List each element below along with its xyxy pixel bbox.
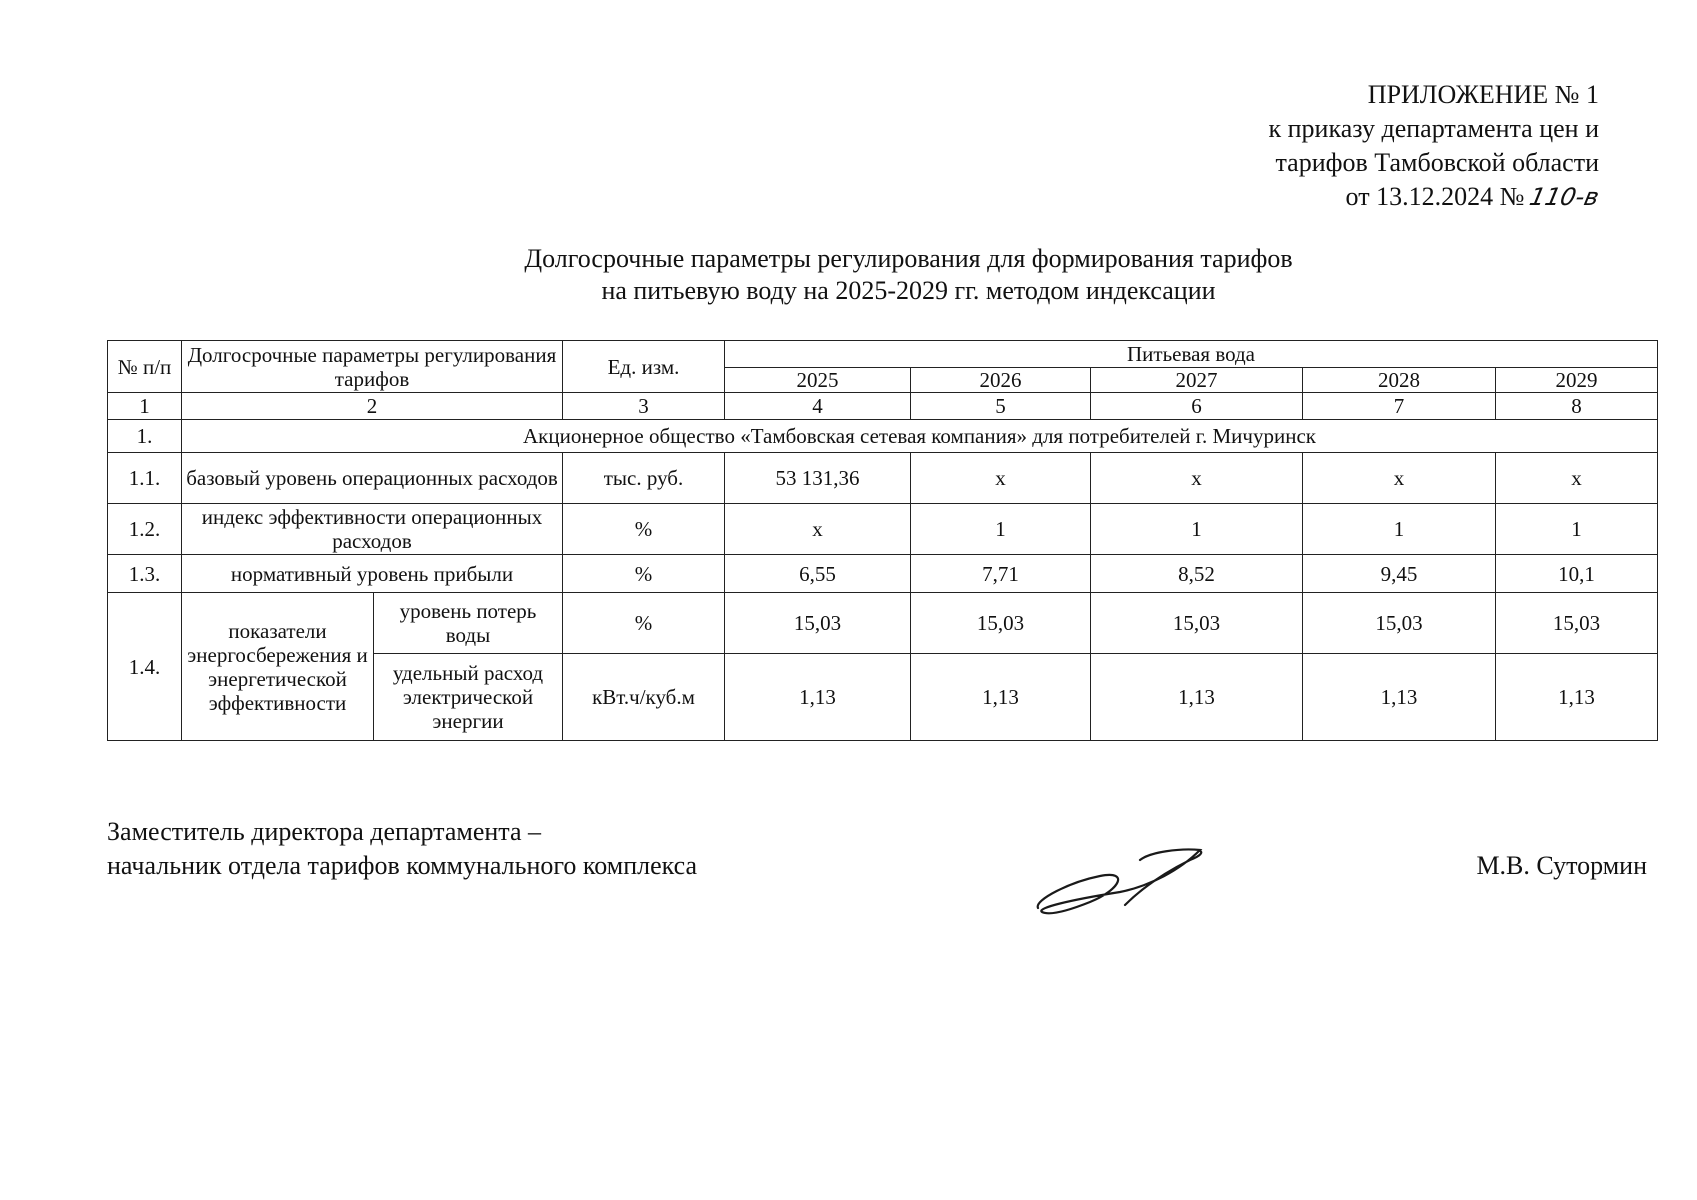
row-value: х	[1496, 453, 1658, 504]
header-param: Долгосрочные параметры регулирования тарифов	[182, 341, 563, 393]
column-index: 5	[911, 393, 1091, 420]
row-value: 15,03	[911, 593, 1091, 654]
appendix-line-4	[1269, 180, 1602, 214]
position-line-1: Заместитель директора департамента –	[107, 817, 542, 846]
row-value: 15,03	[1091, 593, 1303, 654]
title-line-1: Долгосрочные параметры регулирования для формирования тарифов	[524, 244, 1293, 273]
row-value: 15,03	[1303, 593, 1496, 654]
signatory-position	[107, 815, 697, 883]
parameters-table	[107, 340, 1658, 741]
table-row	[108, 504, 1658, 555]
table-row	[108, 593, 1658, 654]
row-value: 8,52	[1091, 555, 1303, 593]
appendix-line-3: тарифов Тамбовской области	[1275, 148, 1599, 177]
table-row	[108, 453, 1658, 504]
row-unit: %	[563, 593, 725, 654]
column-index: 7	[1303, 393, 1496, 420]
organization-row	[108, 420, 1658, 453]
row-value: 10,1	[1496, 555, 1658, 593]
column-index: 2	[182, 393, 563, 420]
row-num: 1.1.	[108, 453, 182, 504]
row-param: нормативный уровень прибыли	[182, 555, 563, 593]
row-num: 1.2.	[108, 504, 182, 555]
row-param: удельный расход электрической энергии	[374, 654, 563, 741]
column-index: 6	[1091, 393, 1303, 420]
row-unit: тыс. руб.	[563, 453, 725, 504]
row-value: 1,13	[1303, 654, 1496, 741]
header-year: 2026	[911, 368, 1091, 393]
row-num: 1.3.	[108, 555, 182, 593]
row-param: уровень потерь воды	[374, 593, 563, 654]
row-value: 1	[1303, 504, 1496, 555]
appendix-title: ПРИЛОЖЕНИЕ № 1	[1367, 80, 1599, 109]
row-unit: %	[563, 555, 725, 593]
column-index: 3	[563, 393, 725, 420]
energy-group-label: показатели энергосбережения и энергетической эффективности	[182, 593, 374, 741]
header-year: 2025	[725, 368, 911, 393]
header-year: 2028	[1303, 368, 1496, 393]
column-index: 1	[108, 393, 182, 420]
row-value: 53 131,36	[725, 453, 911, 504]
table-row	[108, 555, 1658, 593]
row-value: 1,13	[1496, 654, 1658, 741]
row-value: 1,13	[725, 654, 911, 741]
row-value: 9,45	[1303, 555, 1496, 593]
row-value: 6,55	[725, 555, 911, 593]
position-line-2: начальник отдела тарифов коммунального комплекса	[107, 851, 698, 880]
appendix-line-2: к приказу департамента цен и	[1268, 114, 1599, 143]
row-value: 1	[1496, 504, 1658, 555]
header-group: Питьевая вода	[725, 341, 1658, 368]
header-year: 2027	[1091, 368, 1303, 393]
order-number: 110-в	[1527, 183, 1602, 211]
document-title	[0, 243, 1697, 307]
appendix-header	[1268, 78, 1602, 214]
organization-name: Акционерное общество «Тамбовская сетевая компания» для потребителей г. Мичуринск	[182, 420, 1658, 453]
column-index: 4	[725, 393, 911, 420]
row-value: 7,71	[911, 555, 1091, 593]
row-value: х	[725, 504, 911, 555]
row-value: х	[911, 453, 1091, 504]
row-param: индекс эффективности операционных расходов	[182, 504, 563, 555]
header-row	[108, 341, 1658, 368]
row-value: х	[1091, 453, 1303, 504]
row-unit: %	[563, 504, 725, 555]
header-unit: Ед. изм.	[563, 341, 725, 393]
order-date: от 13.12.2024 №	[1345, 182, 1525, 211]
row-value: х	[1303, 453, 1496, 504]
column-index-row	[108, 393, 1658, 420]
header-year: 2029	[1496, 368, 1658, 393]
column-index: 8	[1496, 393, 1658, 420]
row-value: 1	[1091, 504, 1303, 555]
row-param: базовый уровень операционных расходов	[182, 453, 563, 504]
row-value: 1,13	[911, 654, 1091, 741]
title-line-2: на питьевую воду на 2025-2029 гг. методом индексации	[601, 276, 1216, 305]
row-num: 1.	[108, 420, 182, 453]
header-num: № п/п	[108, 341, 182, 393]
row-num: 1.4.	[108, 593, 182, 741]
row-value: 15,03	[725, 593, 911, 654]
handwritten-signature	[1030, 830, 1210, 930]
row-value: 1	[911, 504, 1091, 555]
row-value: 1,13	[1091, 654, 1303, 741]
signatory-name: М.В. Сутормин	[1476, 851, 1647, 880]
row-unit: кВт.ч/куб.м	[563, 654, 725, 741]
row-value: 15,03	[1496, 593, 1658, 654]
